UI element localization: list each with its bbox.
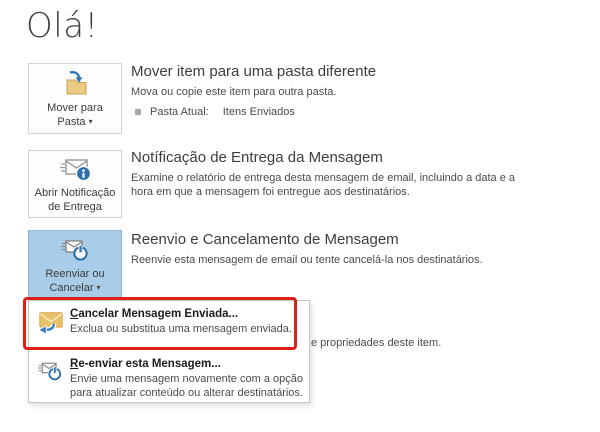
menu-item-description: Exclua ou substitua uma mensagem enviada.	[70, 323, 292, 335]
menu-item-title: Cancelar Mensagem Enviada...	[70, 308, 239, 320]
menu-item-title: Re-enviar esta Mensagem...	[70, 358, 221, 370]
bullet-square-icon	[135, 109, 141, 115]
move-folder-icon	[60, 69, 90, 99]
button-label-line1: Mover para	[47, 101, 103, 114]
current-folder-value: Itens Enviados	[222, 106, 295, 118]
section-heading: Reenvio e Cancelamento de Mensagem	[131, 231, 399, 248]
section-description-line2: hora em que a mensagem foi entregue aos destinatários.	[131, 186, 410, 198]
section-description: Mova ou copie este item para outra pasta.	[131, 86, 337, 98]
section-move-item	[131, 63, 376, 118]
section-resend-recall	[131, 231, 483, 267]
button-label-line1: Abrir Notificação	[34, 187, 116, 199]
button-label-line2: Pasta	[57, 115, 86, 128]
current-folder-label: Pasta Atual:	[150, 106, 209, 118]
delivery-receipt-icon	[58, 154, 92, 184]
dropdown-caret-icon: ▾	[88, 116, 93, 126]
resend-or-recall-button[interactable]	[28, 230, 122, 300]
dropdown-caret-icon: ▾	[96, 283, 101, 292]
section-description-line1: Examine o relatório de entrega desta mensagem de email, incluindo a data e a	[131, 172, 516, 184]
menu-item-resend-this-message[interactable]	[33, 351, 305, 402]
open-delivery-report-button[interactable]	[28, 150, 122, 218]
page-title: Olá!	[26, 6, 99, 46]
button-label-line2: de Entrega	[48, 201, 102, 213]
button-label-line1: Reenviar ou	[45, 268, 105, 280]
move-to-folder-button[interactable]	[28, 63, 122, 134]
resend-recall-icon	[60, 235, 90, 265]
section-heading: Mover item para uma pasta diferente	[131, 63, 377, 80]
section-delivery-report	[131, 149, 515, 199]
obscured-background-text: e propriedades deste item.	[311, 337, 442, 349]
resend-recall-dropdown-menu	[28, 300, 310, 403]
section-heading: Notíficação de Entrega da Mensagem	[131, 149, 383, 166]
menu-item-description-line2: para atualizar conteúdo ou alterar destinatários.	[70, 387, 303, 399]
recall-envelope-icon	[37, 307, 65, 340]
resend-envelope-icon	[37, 357, 65, 400]
current-folder-row	[131, 106, 376, 118]
section-description: Reenvie esta mensagem de email ou tente cancelá-la nos destinatários.	[131, 254, 483, 266]
button-label-line2: Cancelar	[49, 282, 94, 294]
menu-item-description-line1: Envie uma mensagem novamente com a opção	[70, 373, 303, 385]
menu-item-recall-sent-message[interactable]	[33, 301, 305, 342]
